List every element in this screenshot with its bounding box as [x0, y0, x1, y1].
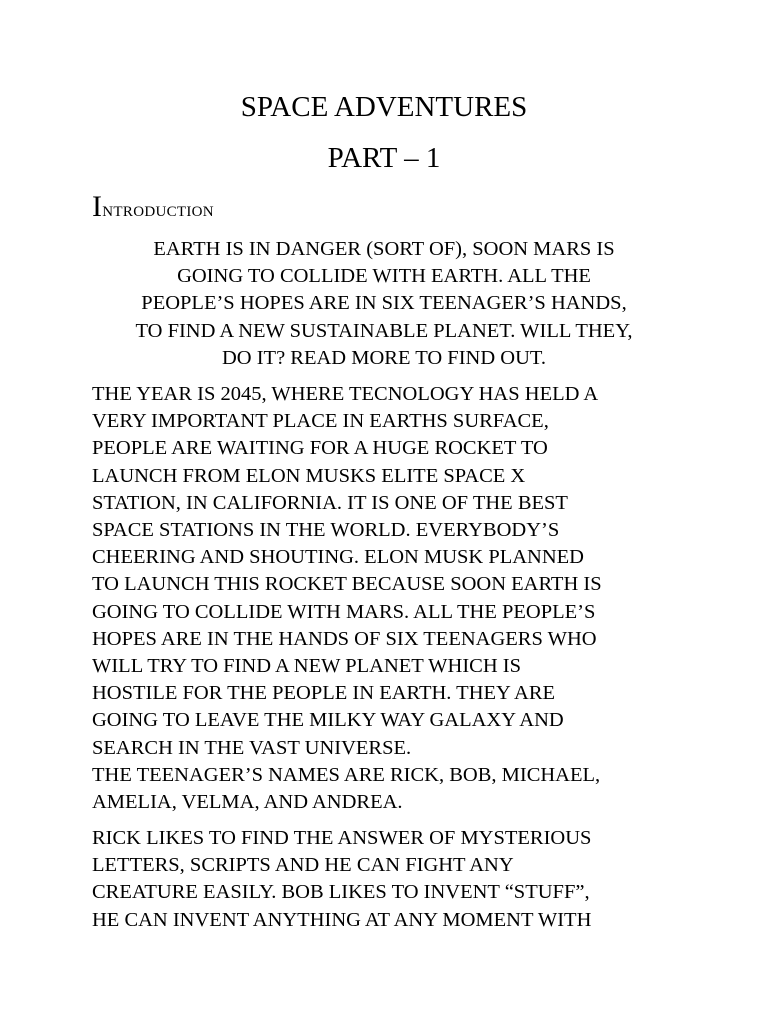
section-heading: Introduction	[92, 190, 214, 223]
paragraph-line: THE TEENAGER’S NAMES ARE RICK, BOB, MICHAEL,	[92, 763, 601, 786]
paragraph-line: RICK LIKES TO FIND THE ANSWER OF MYSTERIOUS	[92, 827, 592, 849]
intro-paragraph	[92, 236, 676, 372]
intro-line: DO IT? READ MORE TO FIND OUT.	[222, 346, 546, 369]
paragraph-line: SPACE STATIONS IN THE WORLD. EVERYBODY’S	[92, 519, 560, 542]
intro-line: PEOPLE’S HOPES ARE IN SIX TEENAGER’S HANDS,	[141, 292, 627, 315]
paragraph-line: CHEERING AND SHOUTING. ELON MUSK PLANNED	[92, 546, 584, 569]
paragraph-line: THE YEAR IS 2045, WHERE TECNOLOGY HAS HELD A	[92, 383, 599, 405]
paragraph-line: STATION, IN CALIFORNIA. IT IS ONE OF THE BEST	[92, 491, 568, 514]
paragraph-line: PEOPLE ARE WAITING FOR A HUGE ROCKET TO	[92, 437, 548, 460]
paragraph-line: CREATURE EASILY. BOB LIKES TO INVENT “STUFF”,	[92, 881, 590, 904]
body-paragraph	[92, 381, 682, 816]
paragraph-line: GOING TO LEAVE THE MILKY WAY GALAXY AND	[92, 709, 564, 732]
paragraph-line: LETTERS, SCRIPTS AND HE CAN FIGHT ANY	[92, 854, 514, 877]
paragraph-line: TO LAUNCH THIS ROCKET BECAUSE SOON EARTH IS	[92, 573, 602, 596]
paragraph-line: WILL TRY TO FIND A NEW PLANET WHICH IS	[92, 655, 521, 678]
paragraph-line: AMELIA, VELMA, AND ANDREA.	[92, 791, 403, 814]
intro-line: GOING TO COLLIDE WITH EARTH. ALL THE	[177, 265, 591, 288]
paragraph-line: HE CAN INVENT ANYTHING AT ANY MOMENT WITH	[92, 908, 592, 931]
paragraph-line: HOSTILE FOR THE PEOPLE IN EARTH. THEY ARE	[92, 682, 556, 705]
paragraph-line: HOPES ARE IN THE HANDS OF SIX TEENAGERS WHO	[92, 627, 597, 650]
document-title: SPACE ADVENTURES	[240, 91, 528, 123]
paragraph-line: GOING TO COLLIDE WITH MARS. ALL THE PEOPLE’S	[92, 600, 596, 623]
body-paragraph	[92, 825, 682, 934]
intro-line: EARTH IS IN DANGER (SORT OF), SOON MARS IS	[153, 238, 615, 260]
paragraph-line: LAUNCH FROM ELON MUSKS ELITE SPACE X	[92, 464, 526, 487]
paragraph-line: SEARCH IN THE VAST UNIVERSE.	[92, 736, 412, 759]
paragraph-line: VERY IMPORTANT PLACE IN EARTHS SURFACE,	[92, 410, 549, 433]
document-subtitle: PART – 1	[327, 142, 441, 174]
intro-line: TO FIND A NEW SUSTAINABLE PLANET. WILL THEY,	[135, 319, 633, 342]
